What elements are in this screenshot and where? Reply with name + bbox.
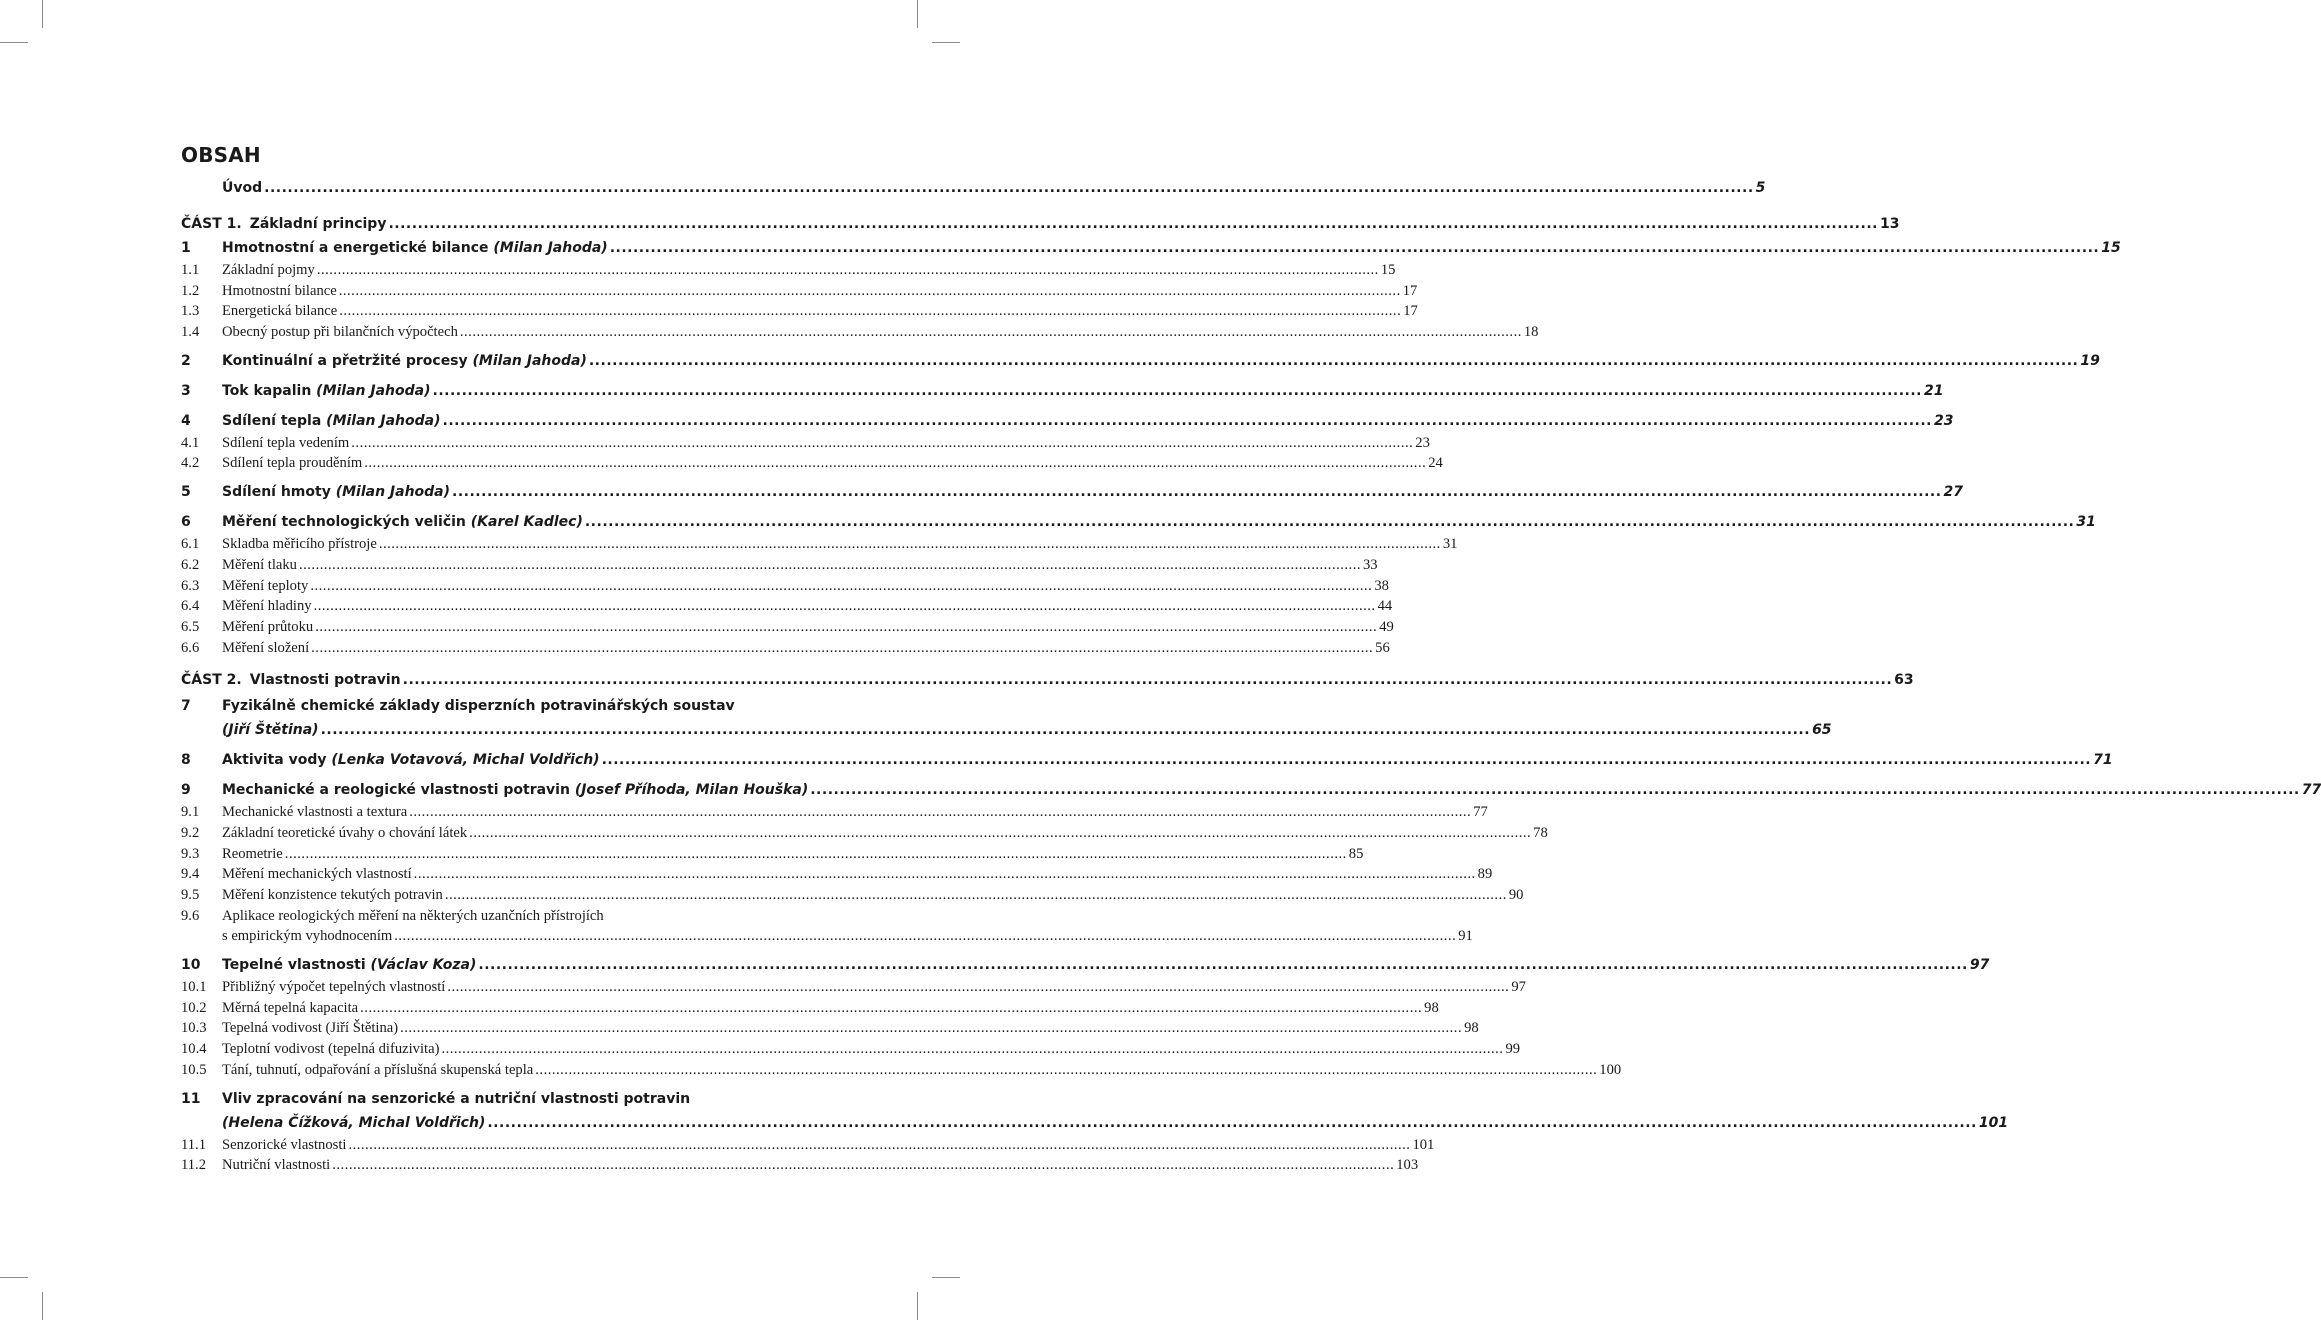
- toc-author: (Lenka Votavová, Michal Voldřich): [331, 752, 600, 769]
- toc-section[interactable]: [181, 555, 1378, 576]
- toc-title: [222, 281, 337, 302]
- table-of-contents: [181, 176, 2321, 1176]
- toc-title: [222, 409, 441, 433]
- toc-section[interactable]: [181, 260, 1396, 281]
- toc-title-text: Přibližný výpočet tepelných vlastností: [222, 979, 446, 996]
- toc-leader-dots: [364, 453, 1426, 474]
- toc-title-text: Mechanické vlastnosti a textura: [222, 804, 408, 821]
- toc-title-text: Měření teploty: [222, 577, 309, 594]
- toc-leader-dots: [332, 1155, 1394, 1176]
- toc-title: [222, 864, 412, 885]
- toc-number: 3: [181, 382, 191, 399]
- toc-title: [222, 802, 407, 823]
- toc-section[interactable]: [181, 1135, 1435, 1156]
- toc-chapter[interactable]: [181, 694, 1832, 742]
- toc-title-text: Fyzikálně chemické základy disperzních potravinářských soustav: [222, 698, 735, 715]
- toc-author: (Milan Jahoda): [316, 382, 431, 399]
- toc-number: 1.3: [181, 303, 200, 320]
- toc-title: [222, 260, 315, 281]
- toc-title-text: Sdílení tepla prouděním: [222, 455, 363, 472]
- toc-page-number: 65: [1812, 722, 1832, 739]
- toc-title-text: Tepelná vodivost (Jiří Štětina): [222, 1020, 399, 1037]
- toc-leader-dots: [285, 844, 1347, 865]
- toc-title-text: Reometrie: [222, 845, 283, 862]
- toc-section[interactable]: [181, 433, 1430, 454]
- toc-title-text: Kontinuální a přetržité procesy: [222, 352, 468, 369]
- toc-page-number: 98: [1464, 1020, 1479, 1037]
- toc-title-text: Mechanické a reologické vlastnosti potravin: [222, 782, 570, 799]
- toc-number: 11.1: [181, 1136, 206, 1153]
- toc-title-text: Tání, tuhnutí, odpařování a příslušná skupenská tepla: [222, 1061, 534, 1078]
- toc-author-text: (Jiří Štětina): [222, 722, 319, 739]
- toc-number: 1.2: [181, 282, 200, 299]
- toc-page-number: 71: [2093, 752, 2113, 769]
- toc-page-number: 17: [1403, 303, 1418, 320]
- toc-section[interactable]: [181, 885, 1524, 906]
- toc-number: 8: [181, 752, 191, 769]
- toc-leader-dots: [315, 617, 1377, 638]
- toc-chapter[interactable]: [181, 212, 1900, 236]
- toc-author: (Václav Koza): [370, 957, 477, 974]
- toc-section[interactable]: [181, 534, 1458, 555]
- toc-author-text: (Helena Čížková, Michal Voldřich): [222, 1114, 486, 1131]
- toc-title: [222, 1018, 398, 1039]
- toc-number: 6.1: [181, 536, 200, 553]
- toc-title-text: Tok kapalin: [222, 382, 312, 399]
- toc-leader-dots: [602, 748, 2092, 772]
- toc-number: 9.3: [181, 845, 200, 862]
- toc-section[interactable]: [181, 1039, 1521, 1060]
- toc-number: 1.4: [181, 324, 200, 341]
- toc-leader-dots: [445, 885, 1507, 906]
- toc-number: 9.6: [181, 907, 200, 924]
- toc-title-text: Aplikace reologických měření na některých uzančních přístrojích: [222, 907, 604, 924]
- toc-leader-dots: [299, 555, 1361, 576]
- toc-title: [222, 748, 600, 772]
- toc-leader-dots: [264, 176, 1754, 200]
- toc-page-number: 77: [2301, 782, 2321, 799]
- toc-leader-dots: [400, 1018, 1462, 1039]
- toc-number: 10.5: [181, 1061, 207, 1078]
- toc-chapter[interactable]: [181, 748, 2113, 772]
- toc-leader-dots: [394, 926, 1456, 947]
- toc-title-text: Měření mechanických vlastností: [222, 866, 412, 883]
- toc-leader-dots: [610, 236, 2100, 260]
- toc-section[interactable]: [181, 617, 1394, 638]
- toc-title: [222, 1039, 439, 1060]
- toc-leader-dots: [314, 596, 1376, 617]
- crop-mark: [0, 42, 28, 43]
- toc-author: (Milan Jahoda): [472, 352, 587, 369]
- toc-leader-dots: [379, 534, 1441, 555]
- toc-title-text: Hmotnostní bilance: [222, 282, 337, 299]
- toc-page-number: 77: [1473, 804, 1488, 821]
- toc-title: [250, 212, 387, 236]
- toc-title: [222, 998, 358, 1019]
- toc-title-text: Měření konzistence tekutých potravin: [222, 887, 443, 903]
- toc-title: [222, 236, 608, 260]
- toc-author: [222, 1111, 485, 1135]
- toc-page-number: 15: [2101, 240, 2121, 256]
- toc-title-text: Základní principy: [249, 216, 387, 232]
- toc-page-number: 101: [1412, 1136, 1435, 1153]
- crop-mark: [917, 1292, 918, 1320]
- toc-title: [222, 778, 808, 802]
- toc-number: 9.1: [181, 804, 200, 821]
- toc-page-number: 63: [1894, 672, 1914, 689]
- toc-chapter[interactable]: [181, 510, 2096, 534]
- toc-title-text: Energetická bilance: [222, 303, 338, 320]
- toc-title: [222, 638, 309, 659]
- toc-leader-dots: [487, 1111, 1977, 1135]
- toc-title: [222, 453, 362, 474]
- toc-section[interactable]: [181, 1060, 1622, 1081]
- toc-author: (Josef Příhoda, Milan Houška): [574, 782, 809, 799]
- toc-title: [222, 906, 604, 927]
- toc-number: 4.2: [181, 455, 200, 472]
- toc-page-number: 78: [1533, 824, 1548, 841]
- toc-section[interactable]: [181, 802, 1488, 823]
- toc-page-number: 97: [1969, 957, 1990, 974]
- toc-leader-dots: [452, 480, 1942, 504]
- toc-chapter[interactable]: [181, 349, 2100, 373]
- toc-title: [222, 1155, 330, 1176]
- toc-number: ČÁST 1.: [181, 216, 242, 232]
- toc-leader-dots: [460, 322, 1522, 343]
- toc-title: [222, 322, 458, 343]
- toc-title-text: Měření složení: [222, 639, 310, 656]
- page-title: OBSAH: [181, 143, 261, 167]
- toc-page-number: 18: [1523, 324, 1539, 341]
- toc-title: [222, 823, 467, 844]
- toc-number: 5: [181, 484, 191, 501]
- toc-page-number: 103: [1396, 1157, 1419, 1174]
- toc-title: [222, 953, 476, 977]
- toc-title: [222, 977, 445, 998]
- toc-title-text: s empirickým vyhodnocením: [222, 928, 393, 945]
- toc-leader-dots: [433, 379, 1923, 403]
- toc-page-number: 49: [1379, 618, 1394, 635]
- toc-title-text: Teplotní vodivost (tepelná difuzivita): [222, 1041, 440, 1058]
- toc-title: [222, 480, 450, 504]
- toc-section[interactable]: [181, 301, 1418, 322]
- toc-leader-dots: [447, 977, 1509, 998]
- toc-title: [222, 349, 587, 373]
- toc-chapter[interactable]: [181, 1087, 2009, 1135]
- toc-page-number: 33: [1362, 556, 1378, 573]
- toc-number: 10.2: [181, 999, 207, 1016]
- toc-title-text: Měření hladiny: [222, 598, 312, 615]
- toc-section[interactable]: [181, 576, 1389, 597]
- toc-author: (Milan Jahoda): [493, 240, 608, 256]
- toc-leader-dots: [360, 998, 1422, 1019]
- toc-title-text: Měrná tepelná kapacita: [222, 999, 359, 1016]
- toc-number: 9: [181, 782, 191, 799]
- toc-number: 7: [181, 698, 191, 715]
- toc-title: [250, 668, 401, 692]
- toc-chapter[interactable]: [181, 668, 1914, 692]
- toc-page-number: 23: [1415, 434, 1430, 451]
- toc-leader-dots: [585, 510, 2075, 534]
- toc-leader-dots: [388, 212, 1878, 236]
- toc-number: 4.1: [181, 434, 200, 451]
- toc-title: [222, 694, 735, 718]
- toc-title: [222, 534, 377, 555]
- toc-number: 10.3: [181, 1020, 207, 1037]
- toc-title-text: Skladba měřicího přístroje: [222, 536, 377, 553]
- toc-number: 6.5: [181, 618, 200, 635]
- toc-leader-dots: [441, 1039, 1503, 1060]
- toc-leader-dots: [403, 668, 1893, 692]
- toc-section[interactable]: [181, 1155, 1419, 1176]
- toc-chapter[interactable]: [181, 176, 1766, 200]
- crop-mark: [42, 1292, 43, 1320]
- toc-title-text: Nutriční vlastnosti: [222, 1157, 331, 1174]
- toc-number: 6.6: [181, 639, 200, 656]
- toc-title: [222, 926, 392, 947]
- toc-leader-dots: [469, 823, 1531, 844]
- toc-title-text: Aktivita vody: [222, 752, 327, 769]
- toc-number: 4: [181, 412, 191, 429]
- toc-title: [222, 379, 431, 403]
- toc-title: [222, 176, 262, 200]
- toc-number: 10: [181, 957, 201, 974]
- toc-author: [222, 718, 319, 742]
- toc-number: 6: [181, 514, 191, 531]
- toc-title-text: Sdílení tepla: [222, 412, 322, 429]
- toc-number: ČÁST 2.: [181, 672, 242, 689]
- toc-title: [222, 301, 337, 322]
- toc-title: [222, 1135, 346, 1156]
- toc-page-number: 24: [1428, 455, 1443, 472]
- toc-title: [222, 596, 312, 617]
- toc-number: 10.4: [181, 1041, 207, 1058]
- toc-page-number: 19: [2080, 352, 2100, 369]
- toc-title-text: Hmotnostní a energetické bilance: [222, 240, 489, 256]
- toc-title: [222, 617, 313, 638]
- toc-author: (Milan Jahoda): [326, 412, 441, 429]
- crop-mark: [932, 1277, 960, 1278]
- toc-page-number: 90: [1508, 887, 1524, 903]
- toc-chapter[interactable]: [181, 236, 2121, 260]
- toc-number: 9.4: [181, 866, 200, 883]
- toc-title-text: Základní teoretické úvahy o chování látek: [222, 824, 468, 841]
- toc-leader-dots: [535, 1060, 1597, 1081]
- toc-page-number: 100: [1599, 1061, 1622, 1078]
- toc-page-number: 21: [1924, 382, 1944, 399]
- toc-title: [222, 510, 583, 534]
- toc-section[interactable]: [181, 453, 1443, 474]
- toc-section[interactable]: [181, 823, 1548, 844]
- toc-section[interactable]: [181, 864, 1493, 885]
- toc-leader-dots: [310, 576, 1372, 597]
- toc-page-number: 38: [1374, 577, 1389, 594]
- toc-title-text: Měření průtoku: [222, 618, 314, 635]
- toc-chapter[interactable]: [181, 379, 1944, 403]
- toc-number: 11.2: [181, 1157, 206, 1174]
- toc-title-text: Obecný postup při bilančních výpočtech: [222, 324, 458, 341]
- toc-chapter[interactable]: [181, 778, 2321, 802]
- crop-mark: [932, 42, 960, 43]
- toc-section[interactable]: [181, 638, 1390, 659]
- toc-leader-dots: [348, 1135, 1410, 1156]
- toc-title-text: Úvod: [222, 180, 263, 196]
- toc-page-number: 91: [1458, 928, 1473, 945]
- toc-page-number: 101: [1978, 1114, 2009, 1131]
- toc-page-number: 97: [1511, 979, 1526, 996]
- toc-section[interactable]: [181, 844, 1364, 865]
- toc-page-number: 17: [1402, 282, 1418, 299]
- toc-number: 6.3: [181, 577, 200, 594]
- toc-page-number: 13: [1879, 216, 1900, 232]
- toc-title: [222, 1060, 533, 1081]
- toc-leader-dots: [339, 281, 1401, 302]
- toc-number: 1.1: [181, 262, 200, 278]
- toc-leader-dots: [339, 301, 1401, 322]
- toc-number: 6.4: [181, 598, 200, 615]
- toc-page-number: 31: [1442, 536, 1458, 553]
- toc-leader-dots: [810, 778, 2300, 802]
- toc-number: 9.5: [181, 887, 200, 903]
- toc-section[interactable]: [181, 281, 1418, 302]
- toc-leader-dots: [317, 260, 1379, 281]
- crop-mark: [0, 1277, 28, 1278]
- toc-page-number: 98: [1424, 999, 1439, 1016]
- toc-page-number: 27: [1943, 484, 1964, 501]
- toc-page-number: 56: [1375, 639, 1390, 656]
- toc-number: 1: [181, 240, 191, 256]
- toc-section[interactable]: [181, 977, 1526, 998]
- toc-number: 11: [181, 1090, 201, 1107]
- toc-title-text: Sdílení hmoty: [222, 484, 331, 501]
- toc-title-text: Vliv zpracování na senzorické a nutriční vlastnosti potravin: [222, 1090, 691, 1107]
- toc-section[interactable]: [181, 322, 1539, 343]
- crop-mark: [42, 0, 43, 28]
- toc-section[interactable]: [181, 998, 1439, 1019]
- toc-number: 10.1: [181, 979, 207, 996]
- toc-page-number: 23: [1934, 412, 1954, 429]
- toc-leader-dots: [414, 864, 1476, 885]
- toc-title-text: Tepelné vlastnosti: [222, 957, 366, 974]
- toc-page-number: 44: [1377, 598, 1393, 615]
- toc-page-number: 85: [1348, 845, 1364, 862]
- toc-title-text: Sdílení tepla vedením: [222, 434, 350, 451]
- toc-section[interactable]: [181, 596, 1393, 617]
- toc-title: [222, 1087, 690, 1111]
- toc-title-text: Základní pojmy: [222, 262, 315, 278]
- toc-title-text: Senzorické vlastnosti: [222, 1136, 347, 1153]
- toc-page-number: 89: [1477, 866, 1493, 883]
- toc-number: 6.2: [181, 556, 200, 573]
- toc-leader-dots: [351, 433, 1413, 454]
- toc-page-number: 5: [1755, 180, 1766, 196]
- toc-page-number: 15: [1380, 262, 1396, 278]
- toc-number: 2: [181, 352, 191, 369]
- toc-title: [222, 576, 308, 597]
- toc-leader-dots: [311, 638, 1373, 659]
- toc-author: (Karel Kadlec): [470, 514, 583, 531]
- toc-leader-dots: [589, 349, 2079, 373]
- crop-mark: [917, 0, 918, 28]
- toc-title: [222, 433, 349, 454]
- toc-title: [222, 844, 283, 865]
- toc-page-number: 99: [1505, 1041, 1521, 1058]
- toc-author: (Milan Jahoda): [335, 484, 451, 501]
- toc-leader-dots: [478, 953, 1968, 977]
- toc-number: 9.2: [181, 824, 200, 841]
- toc-chapter[interactable]: [181, 480, 1964, 504]
- toc-title: [222, 885, 443, 906]
- toc-section[interactable]: [181, 906, 1473, 947]
- toc-leader-dots: [443, 409, 1933, 433]
- toc-leader-dots: [321, 718, 1811, 742]
- toc-title-text: Vlastnosti potravin: [249, 672, 401, 689]
- toc-section[interactable]: [181, 1018, 1479, 1039]
- toc-title-text: Měření tlaku: [222, 556, 297, 573]
- toc-leader-dots: [409, 802, 1471, 823]
- toc-chapter[interactable]: [181, 409, 1954, 433]
- toc-chapter[interactable]: [181, 953, 1990, 977]
- toc-page-number: 31: [2076, 514, 2096, 531]
- toc-title: [222, 555, 297, 576]
- toc-title-text: Měření technologických veličin: [222, 514, 466, 531]
